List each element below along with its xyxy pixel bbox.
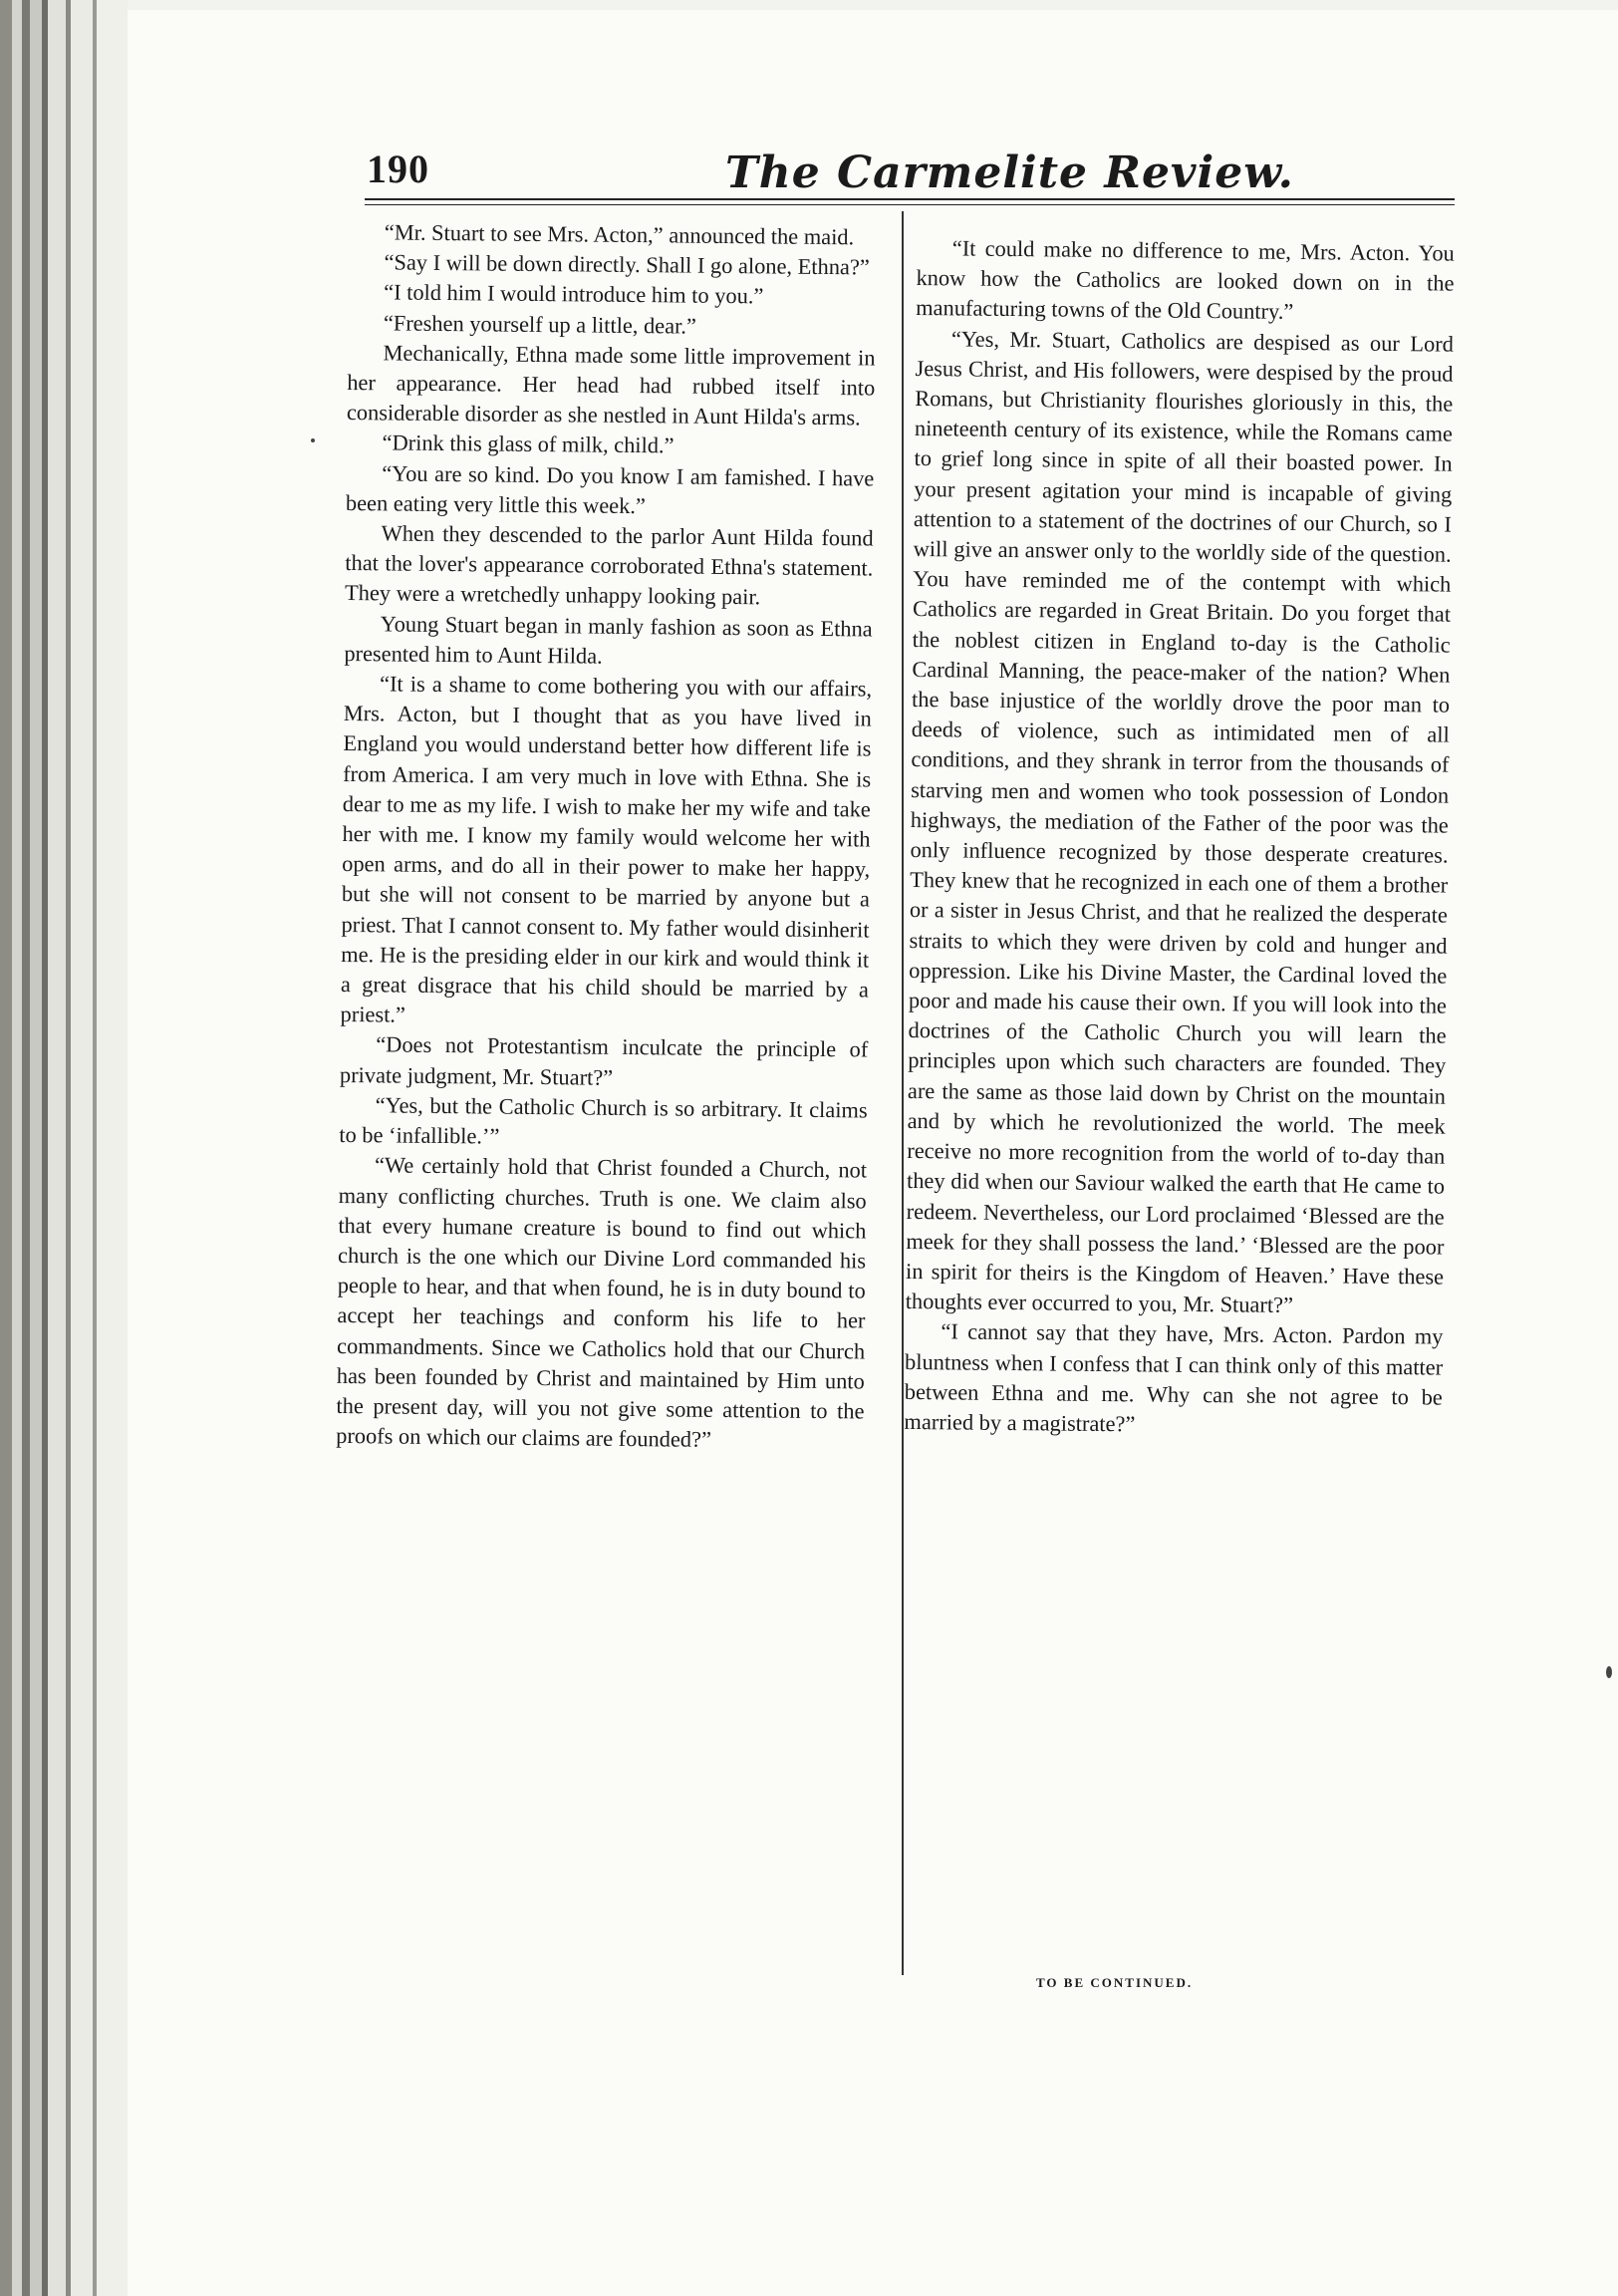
paragraph: Young Stuart began in manly fashion as soon as Ethna presented him to Aunt Hilda.	[344, 610, 873, 669]
ink-speck	[311, 438, 315, 442]
paragraph: “I told him I would introduce him to you.”	[384, 279, 764, 309]
right-column	[904, 233, 1455, 1443]
header-rule-thin	[365, 204, 1455, 205]
column-divider	[902, 211, 904, 1975]
paragraph: “I cannot say that they have, Mrs. Acton. Pardon my bluntness when I confess that I can think only of this matter between Ethna and me. Why can she not agree to be married by a magistrate?”	[904, 1318, 1444, 1437]
page-header	[367, 138, 1453, 197]
paragraph: “Say I will be down directly. Shall I go alone, Ethna?”	[384, 249, 870, 280]
left-column	[336, 217, 877, 1457]
paragraph: “Drink this glass of milk, child.”	[382, 430, 674, 458]
journal-title: The Carmelite Review.	[725, 147, 1294, 198]
paragraph: “Yes, but the Catholic Church is so arbitrary. It claims to be ‘infallible.’”	[339, 1092, 868, 1149]
paragraph: “We certainly hold that Christ founded a Church, not many conflicting churches. Truth is one. We claim also that every humane creature is bound to find out which church is the one which our Divine Lord commanded his people to hear, and that when found, he is in duty bound to accept her teachings and conform his life to her commandments. Since we Catholics hold that our Church has been founded by Christ and maintained by Him unto the present day, will you not give some attention to the proofs on which our claims are founded?”	[336, 1152, 868, 1453]
paragraph: When they descended to the parlor Aunt Hilda found that the lover's appearance corroborated Ethna's statement. They were a wretchedly unhappy looking pair.	[344, 520, 874, 610]
to-be-continued: TO BE CONTINUED.	[1036, 1975, 1194, 1990]
paragraph: “Freshen yourself up a little, dear.”	[383, 309, 696, 339]
header-rule	[365, 198, 1455, 200]
ink-speck	[1606, 1666, 1612, 1678]
paragraph: “You are so kind. Do you know I am famished. I have been eating very little this week.”	[345, 459, 875, 518]
paragraph: “It could make no difference to me, Mrs. Acton. You know how the Catholics are looked down on in the manufacturing towns of the Old Country.”	[916, 235, 1455, 325]
paragraph: “It is a shame to come bothering you with our affairs, Mrs. Acton, but I thought that as you have lived in England you would understand better how different life is from America. I am very much in love with Ethna. She is dear to me as my life. I wish to make her my wife and take her with me. I know my family would welcome her with open arms, and do all in their power to make her happy, but she will not consent to be married by anyone but a priest. That I cannot consent to. My father would disinherit me. He is the presiding elder in our kirk and would think it a great disgrace that his child should be married by a priest.”	[340, 671, 873, 1027]
paragraph: “Does not Protestantism inculcate the principle of private judgment, Mr. Stuart?”	[339, 1031, 869, 1090]
paragraph: “Mr. Stuart to see Mrs. Acton,” announced the maid.	[384, 219, 855, 250]
page-number: 190	[367, 146, 429, 191]
paragraph: “Yes, Mr. Stuart, Catholics are despised as our Lord Jesus Christ, and His followers, were despised by the proud Romans, but Christianity flourishes gloriously in this, the nineteenth century of its existence, while the Romans came to grief long since in spite of all their boasted power. In your present agitation your mind is incapable of giving attention to a statement of the doctrines of our Church, so I will give an answer only to the worldly side of the question. You have reminded me of the contempt with which Catholics are regarded in Great Britain. Do you forget that the noblest citizen in England to-day is the Catholic Cardinal Manning, the peace-maker of the nation? When the base injustice of the worldly drove the poor man to deeds of violence, such as intimidated men of all conditions, and they shrank in terror from the thousands of starving men and women who took possession of London highways, the mediation of the Father of the poor was the only influence recognized by those desperate creatures. They knew that he recognized in each one of them a brother or a sister in Jesus Christ, and that he realized the desperate straits to which they were driven by cold and hunger and oppression. Like his Divine Master, the Cardinal loved the poor and made his cause their own. If you will look into the doctrines of the Catholic Church you will learn the principles upon which such characters are founded. They are the same as those laid down by Christ on the mountain and by which he revolutionized the world. The meek receive no more recognition from the world of to-day than they did when our Saviour walked the earth that He came to redeem. Nevertheless, our Lord proclaimed ‘Blessed are the meek for they shall possess the land.’ ‘Blessed are the poor in spirit for theirs is the Kingdom of Heaven.’ Have these thoughts ever occurred to you, Mr. Stuart?”	[905, 325, 1455, 1318]
paragraph: Mechanically, Ethna made some little improvement in her appearance. Her head had rubbed itself into considerable disorder as she nestled in Aunt Hilda's arms.	[346, 340, 876, 430]
